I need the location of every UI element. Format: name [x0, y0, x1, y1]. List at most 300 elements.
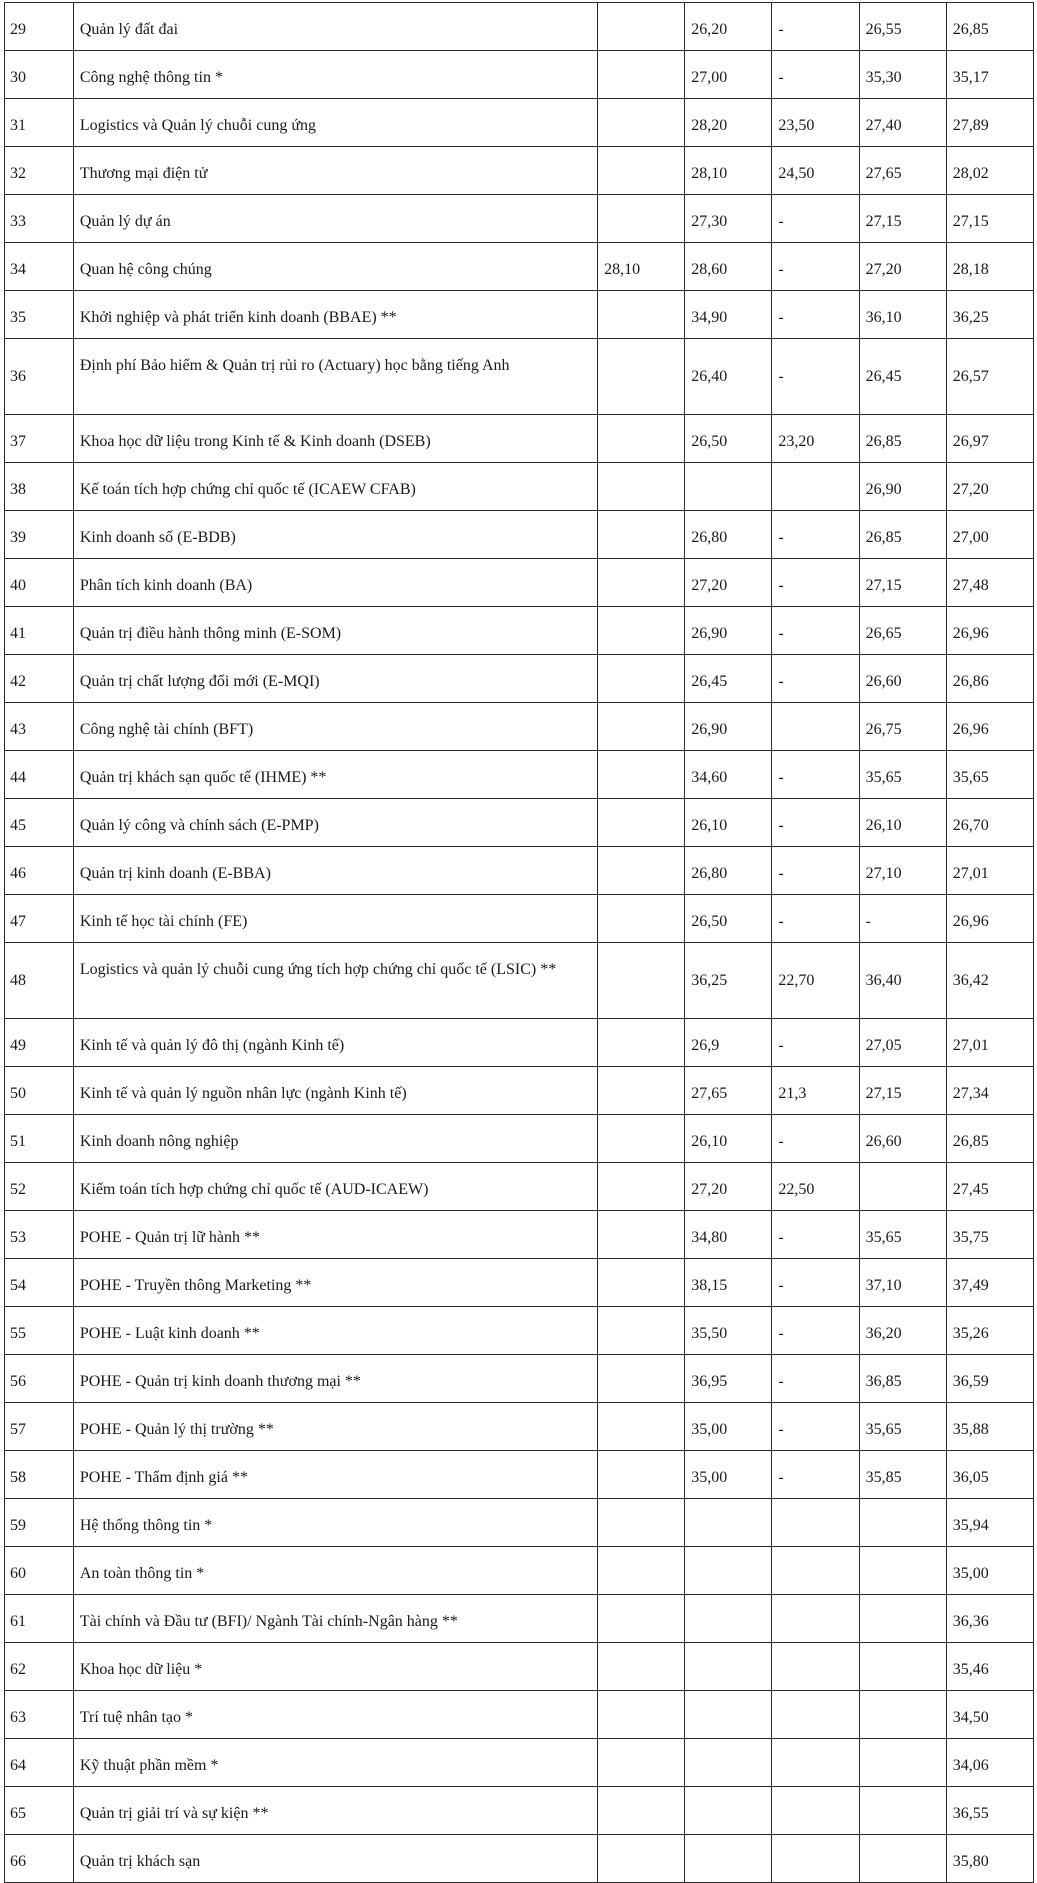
- score-col-4: 27,20: [859, 243, 946, 291]
- score-col-5: 35,94: [946, 1499, 1033, 1547]
- score-col-2: 27,00: [685, 51, 772, 99]
- score-col-5: 27,15: [946, 195, 1033, 243]
- score-col-4: 26,60: [859, 1115, 946, 1163]
- score-col-3: -: [772, 1019, 859, 1067]
- score-col-5: 36,05: [946, 1451, 1033, 1499]
- score-col-1: [598, 655, 685, 703]
- table-row: [5, 147, 1034, 195]
- score-col-3: -: [772, 339, 859, 415]
- score-col-4: [859, 1835, 946, 1883]
- score-col-1: [598, 291, 685, 339]
- score-col-4: 26,85: [859, 415, 946, 463]
- row-number: 35: [5, 291, 74, 339]
- program-name: Quản trị giải trí và sự kiện **: [73, 1787, 597, 1835]
- program-name: Công nghệ thông tin *: [73, 51, 597, 99]
- program-name: Phân tích kinh doanh (BA): [73, 559, 597, 607]
- score-col-3: [772, 703, 859, 751]
- score-col-3: -: [772, 243, 859, 291]
- score-col-1: [598, 1739, 685, 1787]
- program-name: Khởi nghiệp và phát triển kinh doanh (BBAE) **: [73, 291, 597, 339]
- table-row: [5, 799, 1034, 847]
- score-col-3: -: [772, 847, 859, 895]
- program-name: Trí tuệ nhân tạo *: [73, 1691, 597, 1739]
- score-col-5: 26,70: [946, 799, 1033, 847]
- score-col-1: 28,10: [598, 243, 685, 291]
- row-number: 42: [5, 655, 74, 703]
- program-name: An toàn thông tin *: [73, 1547, 597, 1595]
- score-col-4: [859, 1691, 946, 1739]
- score-col-4: 35,65: [859, 751, 946, 799]
- score-col-2: 26,9: [685, 1019, 772, 1067]
- row-number: 50: [5, 1067, 74, 1115]
- program-name: Quản trị khách sạn quốc tế (IHME) **: [73, 751, 597, 799]
- score-col-3: -: [772, 195, 859, 243]
- score-col-4: 27,05: [859, 1019, 946, 1067]
- score-col-4: 27,15: [859, 559, 946, 607]
- row-number: 64: [5, 1739, 74, 1787]
- program-name: Thương mại điện tử: [73, 147, 597, 195]
- score-col-5: 26,86: [946, 655, 1033, 703]
- score-col-2: 26,90: [685, 607, 772, 655]
- score-col-5: 27,34: [946, 1067, 1033, 1115]
- program-name: POHE - Quản trị lữ hành **: [73, 1211, 597, 1259]
- program-name: Quản lý dự án: [73, 195, 597, 243]
- score-col-1: [598, 1547, 685, 1595]
- score-col-3: -: [772, 1403, 859, 1451]
- score-col-1: [598, 195, 685, 243]
- score-col-2: [685, 1595, 772, 1643]
- row-number: 56: [5, 1355, 74, 1403]
- row-number: 54: [5, 1259, 74, 1307]
- table-row: [5, 99, 1034, 147]
- program-name: Quản trị khách sạn: [73, 1835, 597, 1883]
- score-col-4: 36,20: [859, 1307, 946, 1355]
- program-name: Công nghệ tài chính (BFT): [73, 703, 597, 751]
- program-name: Quản trị kinh doanh (E-BBA): [73, 847, 597, 895]
- score-col-1: [598, 1403, 685, 1451]
- score-col-4: [859, 1499, 946, 1547]
- score-col-5: 35,17: [946, 51, 1033, 99]
- program-name: Khoa học dữ liệu *: [73, 1643, 597, 1691]
- score-col-4: 35,65: [859, 1403, 946, 1451]
- score-col-3: -: [772, 751, 859, 799]
- score-col-5: 28,02: [946, 147, 1033, 195]
- score-col-4: 26,45: [859, 339, 946, 415]
- table-row: [5, 943, 1034, 1019]
- table-row: [5, 1259, 1034, 1307]
- score-col-1: [598, 1163, 685, 1211]
- table-row: [5, 415, 1034, 463]
- row-number: 29: [5, 3, 74, 51]
- program-name: Kinh doanh số (E-BDB): [73, 511, 597, 559]
- row-number: 57: [5, 1403, 74, 1451]
- score-col-5: 26,85: [946, 1115, 1033, 1163]
- score-col-1: [598, 147, 685, 195]
- score-col-5: 26,85: [946, 3, 1033, 51]
- score-col-3: [772, 1499, 859, 1547]
- score-col-4: 35,65: [859, 1211, 946, 1259]
- score-col-5: 27,01: [946, 847, 1033, 895]
- score-col-4: 35,85: [859, 1451, 946, 1499]
- score-col-5: 37,49: [946, 1259, 1033, 1307]
- score-col-1: [598, 607, 685, 655]
- score-col-2: 27,20: [685, 1163, 772, 1211]
- row-number: 46: [5, 847, 74, 895]
- score-col-3: -: [772, 511, 859, 559]
- row-number: 53: [5, 1211, 74, 1259]
- row-number: 65: [5, 1787, 74, 1835]
- table-row: [5, 1595, 1034, 1643]
- table-row: [5, 655, 1034, 703]
- score-col-5: 36,36: [946, 1595, 1033, 1643]
- table-row: [5, 847, 1034, 895]
- table-row: [5, 195, 1034, 243]
- row-number: 47: [5, 895, 74, 943]
- score-col-2: [685, 1499, 772, 1547]
- program-name: Kinh tế và quản lý đô thị (ngành Kinh tế): [73, 1019, 597, 1067]
- score-col-2: 27,65: [685, 1067, 772, 1115]
- program-name: POHE - Luật kinh doanh **: [73, 1307, 597, 1355]
- score-col-3: 22,50: [772, 1163, 859, 1211]
- row-number: 37: [5, 415, 74, 463]
- score-col-5: 34,50: [946, 1691, 1033, 1739]
- score-col-5: 35,46: [946, 1643, 1033, 1691]
- score-col-3: -: [772, 1451, 859, 1499]
- table-row: [5, 1115, 1034, 1163]
- score-col-2: [685, 1547, 772, 1595]
- score-col-2: [685, 1643, 772, 1691]
- score-col-1: [598, 1259, 685, 1307]
- score-col-3: [772, 463, 859, 511]
- score-col-3: [772, 1547, 859, 1595]
- table-row: [5, 1019, 1034, 1067]
- table-row: [5, 1499, 1034, 1547]
- score-col-4: -: [859, 895, 946, 943]
- score-col-5: 35,26: [946, 1307, 1033, 1355]
- score-col-2: 36,25: [685, 943, 772, 1019]
- row-number: 40: [5, 559, 74, 607]
- table-row: [5, 1739, 1034, 1787]
- score-col-3: [772, 1835, 859, 1883]
- score-col-2: 38,15: [685, 1259, 772, 1307]
- row-number: 38: [5, 463, 74, 511]
- table-row: [5, 51, 1034, 99]
- row-number: 48: [5, 943, 74, 1019]
- score-col-5: 27,20: [946, 463, 1033, 511]
- score-col-1: [598, 1595, 685, 1643]
- program-name: Quản trị điều hành thông minh (E-SOM): [73, 607, 597, 655]
- score-col-2: [685, 463, 772, 511]
- row-number: 62: [5, 1643, 74, 1691]
- program-name: POHE - Quản lý thị trường **: [73, 1403, 597, 1451]
- program-name: Quản lý công và chính sách (E-PMP): [73, 799, 597, 847]
- program-name: Tài chính và Đầu tư (BFI)/ Ngành Tài chính-Ngân hàng **: [73, 1595, 597, 1643]
- program-name: Kiểm toán tích hợp chứng chỉ quốc tế (AUD-ICAEW): [73, 1163, 597, 1211]
- table-row: [5, 291, 1034, 339]
- score-col-2: 26,40: [685, 339, 772, 415]
- score-col-2: 26,80: [685, 847, 772, 895]
- score-col-5: 26,57: [946, 339, 1033, 415]
- score-col-5: 26,96: [946, 607, 1033, 655]
- table-row: [5, 1643, 1034, 1691]
- score-col-3: 23,50: [772, 99, 859, 147]
- score-col-2: 26,20: [685, 3, 772, 51]
- row-number: 41: [5, 607, 74, 655]
- row-number: 66: [5, 1835, 74, 1883]
- program-name: Khoa học dữ liệu trong Kinh tế & Kinh doanh (DSEB): [73, 415, 597, 463]
- score-col-1: [598, 1307, 685, 1355]
- program-name: Kinh doanh nông nghiệp: [73, 1115, 597, 1163]
- score-col-2: 27,30: [685, 195, 772, 243]
- score-col-5: 35,75: [946, 1211, 1033, 1259]
- score-col-4: 27,40: [859, 99, 946, 147]
- score-col-1: [598, 799, 685, 847]
- score-col-4: 26,60: [859, 655, 946, 703]
- score-col-4: 37,10: [859, 1259, 946, 1307]
- row-number: 58: [5, 1451, 74, 1499]
- score-col-1: [598, 51, 685, 99]
- score-col-3: [772, 1643, 859, 1691]
- program-name: Logistics và quản lý chuỗi cung ứng tích hợp chứng chỉ quốc tế (LSIC) **: [73, 943, 597, 1019]
- score-col-2: [685, 1787, 772, 1835]
- score-col-1: [598, 1835, 685, 1883]
- score-col-1: [598, 415, 685, 463]
- table-row: [5, 511, 1034, 559]
- score-col-3: [772, 1739, 859, 1787]
- score-col-3: -: [772, 1259, 859, 1307]
- row-number: 44: [5, 751, 74, 799]
- score-col-1: [598, 1451, 685, 1499]
- score-col-5: 36,25: [946, 291, 1033, 339]
- score-col-2: 26,50: [685, 415, 772, 463]
- row-number: 55: [5, 1307, 74, 1355]
- score-col-2: 26,50: [685, 895, 772, 943]
- row-number: 51: [5, 1115, 74, 1163]
- score-col-4: 26,10: [859, 799, 946, 847]
- score-col-2: 34,80: [685, 1211, 772, 1259]
- table-row: [5, 1835, 1034, 1883]
- score-col-4: 36,85: [859, 1355, 946, 1403]
- table-row: [5, 3, 1034, 51]
- table-row: [5, 1547, 1034, 1595]
- score-col-5: 35,88: [946, 1403, 1033, 1451]
- score-col-5: 34,06: [946, 1739, 1033, 1787]
- score-col-3: [772, 1595, 859, 1643]
- score-col-5: 35,00: [946, 1547, 1033, 1595]
- score-col-4: 27,15: [859, 195, 946, 243]
- score-col-5: 36,59: [946, 1355, 1033, 1403]
- score-col-4: [859, 1739, 946, 1787]
- score-col-3: -: [772, 799, 859, 847]
- score-col-2: [685, 1835, 772, 1883]
- table-row: [5, 559, 1034, 607]
- score-col-1: [598, 1115, 685, 1163]
- table-row: [5, 1403, 1034, 1451]
- score-col-2: 35,00: [685, 1451, 772, 1499]
- table-row: [5, 243, 1034, 291]
- table-row: [5, 1307, 1034, 1355]
- table-row: [5, 1691, 1034, 1739]
- score-col-3: -: [772, 607, 859, 655]
- score-col-4: 27,15: [859, 1067, 946, 1115]
- score-col-1: [598, 1019, 685, 1067]
- score-col-1: [598, 751, 685, 799]
- score-col-4: 35,30: [859, 51, 946, 99]
- score-col-2: 26,90: [685, 703, 772, 751]
- row-number: 39: [5, 511, 74, 559]
- score-col-5: 27,89: [946, 99, 1033, 147]
- score-col-2: 35,00: [685, 1403, 772, 1451]
- score-col-1: [598, 943, 685, 1019]
- score-col-3: 24,50: [772, 147, 859, 195]
- score-col-1: [598, 1691, 685, 1739]
- score-col-5: 28,18: [946, 243, 1033, 291]
- score-col-2: 26,10: [685, 799, 772, 847]
- score-col-5: 35,80: [946, 1835, 1033, 1883]
- score-col-2: 26,80: [685, 511, 772, 559]
- score-col-3: -: [772, 3, 859, 51]
- score-col-5: 26,96: [946, 703, 1033, 751]
- score-col-4: 27,10: [859, 847, 946, 895]
- score-col-4: 26,90: [859, 463, 946, 511]
- score-col-2: 27,20: [685, 559, 772, 607]
- table-row: [5, 751, 1034, 799]
- table-row: [5, 895, 1034, 943]
- program-name: POHE - Truyền thông Marketing **: [73, 1259, 597, 1307]
- score-col-1: [598, 1211, 685, 1259]
- score-col-3: [772, 1787, 859, 1835]
- score-col-5: 26,96: [946, 895, 1033, 943]
- score-col-1: [598, 511, 685, 559]
- table-row: [5, 1787, 1034, 1835]
- score-col-4: [859, 1643, 946, 1691]
- program-name: Kinh tế học tài chính (FE): [73, 895, 597, 943]
- program-name: Kế toán tích hợp chứng chỉ quốc tế (ICAEW CFAB): [73, 463, 597, 511]
- score-col-4: 36,10: [859, 291, 946, 339]
- score-col-3: -: [772, 1355, 859, 1403]
- score-col-1: [598, 1499, 685, 1547]
- program-name: POHE - Thẩm định giá **: [73, 1451, 597, 1499]
- score-col-5: 35,65: [946, 751, 1033, 799]
- row-number: 59: [5, 1499, 74, 1547]
- score-col-1: [598, 99, 685, 147]
- score-col-2: 28,10: [685, 147, 772, 195]
- score-col-1: [598, 895, 685, 943]
- row-number: 36: [5, 339, 74, 415]
- score-col-2: 34,90: [685, 291, 772, 339]
- program-name: Quản lý đất đai: [73, 3, 597, 51]
- score-col-2: [685, 1739, 772, 1787]
- score-col-1: [598, 1787, 685, 1835]
- score-col-3: -: [772, 655, 859, 703]
- table-row: [5, 703, 1034, 751]
- score-col-4: [859, 1547, 946, 1595]
- table-row: [5, 1451, 1034, 1499]
- score-col-4: [859, 1787, 946, 1835]
- row-number: 30: [5, 51, 74, 99]
- score-col-3: -: [772, 51, 859, 99]
- table-row: [5, 1067, 1034, 1115]
- score-col-4: 27,65: [859, 147, 946, 195]
- row-number: 43: [5, 703, 74, 751]
- score-col-1: [598, 463, 685, 511]
- score-col-4: [859, 1163, 946, 1211]
- score-table: [4, 2, 1034, 1883]
- score-col-4: 36,40: [859, 943, 946, 1019]
- score-col-3: -: [772, 291, 859, 339]
- score-col-3: 23,20: [772, 415, 859, 463]
- score-col-3: -: [772, 1211, 859, 1259]
- score-col-1: [598, 703, 685, 751]
- score-col-2: 28,60: [685, 243, 772, 291]
- table-row: [5, 607, 1034, 655]
- score-col-2: 34,60: [685, 751, 772, 799]
- score-table-body: [5, 3, 1034, 1883]
- score-col-3: 21,3: [772, 1067, 859, 1115]
- score-col-3: -: [772, 1115, 859, 1163]
- score-col-2: 28,20: [685, 99, 772, 147]
- score-col-5: 36,55: [946, 1787, 1033, 1835]
- row-number: 61: [5, 1595, 74, 1643]
- score-col-5: 27,45: [946, 1163, 1033, 1211]
- table-row: [5, 1163, 1034, 1211]
- score-col-2: 36,95: [685, 1355, 772, 1403]
- score-col-1: [598, 339, 685, 415]
- table-row: [5, 339, 1034, 415]
- score-col-4: 26,65: [859, 607, 946, 655]
- score-col-5: 27,00: [946, 511, 1033, 559]
- score-col-1: [598, 847, 685, 895]
- score-col-2: 26,10: [685, 1115, 772, 1163]
- score-col-4: 26,75: [859, 703, 946, 751]
- table-row: [5, 1211, 1034, 1259]
- score-col-2: 26,45: [685, 655, 772, 703]
- row-number: 63: [5, 1691, 74, 1739]
- table-row: [5, 463, 1034, 511]
- row-number: 32: [5, 147, 74, 195]
- row-number: 49: [5, 1019, 74, 1067]
- program-name: Quản trị chất lượng đổi mới (E-MQI): [73, 655, 597, 703]
- score-col-3: 22,70: [772, 943, 859, 1019]
- program-name: POHE - Quản trị kinh doanh thương mại **: [73, 1355, 597, 1403]
- row-number: 45: [5, 799, 74, 847]
- program-name: Định phí Bảo hiểm & Quản trị rủi ro (Actuary) học bằng tiếng Anh: [73, 339, 597, 415]
- row-number: 60: [5, 1547, 74, 1595]
- score-col-1: [598, 1643, 685, 1691]
- program-name: Logistics và Quản lý chuỗi cung ứng: [73, 99, 597, 147]
- table-row: [5, 1355, 1034, 1403]
- score-col-5: 27,01: [946, 1019, 1033, 1067]
- row-number: 31: [5, 99, 74, 147]
- score-col-3: -: [772, 1307, 859, 1355]
- row-number: 52: [5, 1163, 74, 1211]
- program-name: Kinh tế và quản lý nguồn nhân lực (ngành Kinh tế): [73, 1067, 597, 1115]
- score-col-4: [859, 1595, 946, 1643]
- program-name: Kỹ thuật phần mềm *: [73, 1739, 597, 1787]
- program-name: Hệ thống thông tin *: [73, 1499, 597, 1547]
- score-col-4: 26,85: [859, 511, 946, 559]
- row-number: 33: [5, 195, 74, 243]
- row-number: 34: [5, 243, 74, 291]
- score-col-1: [598, 1067, 685, 1115]
- score-col-5: 36,42: [946, 943, 1033, 1019]
- score-col-1: [598, 3, 685, 51]
- score-col-3: -: [772, 559, 859, 607]
- score-col-2: 35,50: [685, 1307, 772, 1355]
- score-col-4: 26,55: [859, 3, 946, 51]
- score-col-5: 27,48: [946, 559, 1033, 607]
- score-col-1: [598, 1355, 685, 1403]
